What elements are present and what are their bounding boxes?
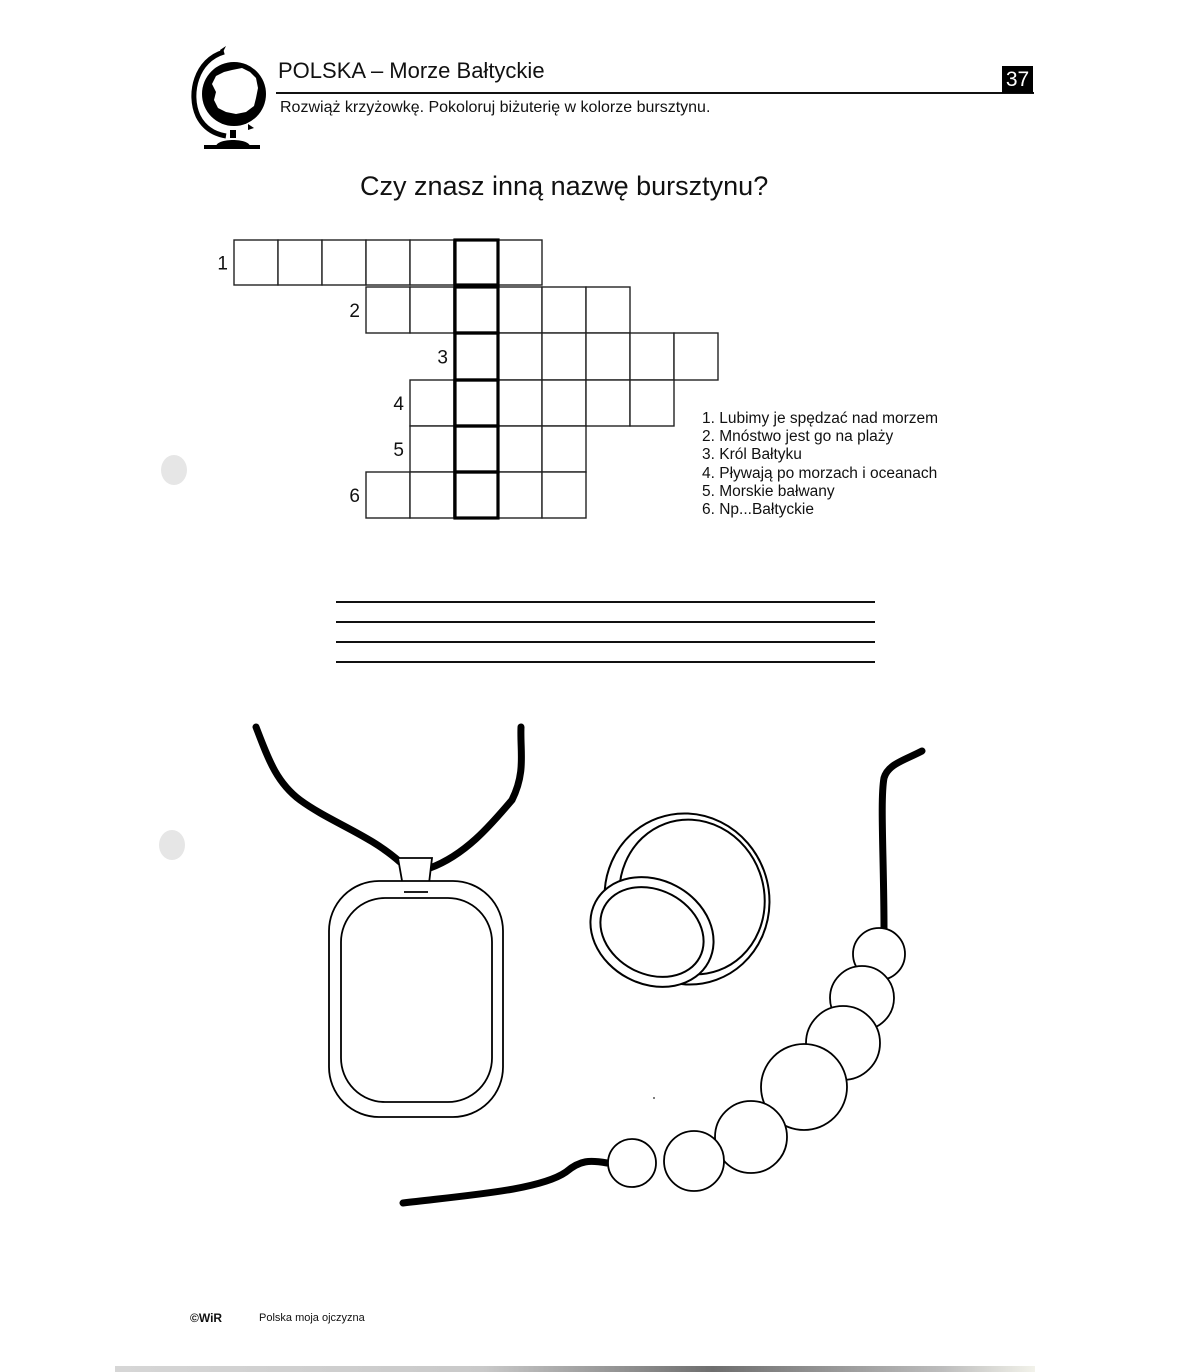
instruction-text: Rozwiąż krzyżowkę. Pokoloruj biżuterię w kolorze bursztynu. xyxy=(280,99,711,116)
pendant-necklace[interactable] xyxy=(256,727,521,1117)
bead xyxy=(715,1101,787,1173)
bead xyxy=(664,1131,724,1191)
bracelet-cord-top xyxy=(882,751,922,930)
footer-copyright: ©WiR xyxy=(190,1311,223,1325)
necklace-cord-right xyxy=(430,727,521,868)
clue-number-6: 6 xyxy=(349,486,360,507)
clue-number-4: 4 xyxy=(393,394,404,415)
speck xyxy=(653,1097,655,1099)
clue-1: 1. Lubimy je spędzać nad morzem xyxy=(702,410,939,427)
clue-number-5: 5 xyxy=(393,440,404,461)
clue-number-1: 1 xyxy=(217,253,228,275)
page-number: 37 xyxy=(1002,66,1033,93)
crossword-question: Czy znasz inną nazwę bursztynu? xyxy=(360,171,769,201)
bracelet-cord-bottom xyxy=(403,1161,607,1203)
clue-3: 3. Król Bałtyku xyxy=(702,446,802,464)
clue-5: 5. Morskie bałwany xyxy=(702,482,835,500)
clue-number-3: 3 xyxy=(437,347,448,369)
ring[interactable] xyxy=(571,790,793,1008)
bead xyxy=(608,1139,656,1187)
necklace-cord-left xyxy=(256,727,400,862)
scan-bottom-edge xyxy=(115,1366,1035,1372)
clue-6: 6. Np...Bałtyckie xyxy=(702,501,814,519)
pendant-inner-stone xyxy=(341,898,492,1102)
clue-2: 2. Mnóstwo jest go na plaży xyxy=(702,428,894,446)
clue-4: 4. Pływają po morzach i oceanach xyxy=(702,464,938,482)
footer-book-title: Polska moja ojczyzna xyxy=(259,1312,365,1324)
clue-number-2: 2 xyxy=(349,301,360,322)
page-title: POLSKA – Morze Bałtyckie xyxy=(278,58,545,83)
